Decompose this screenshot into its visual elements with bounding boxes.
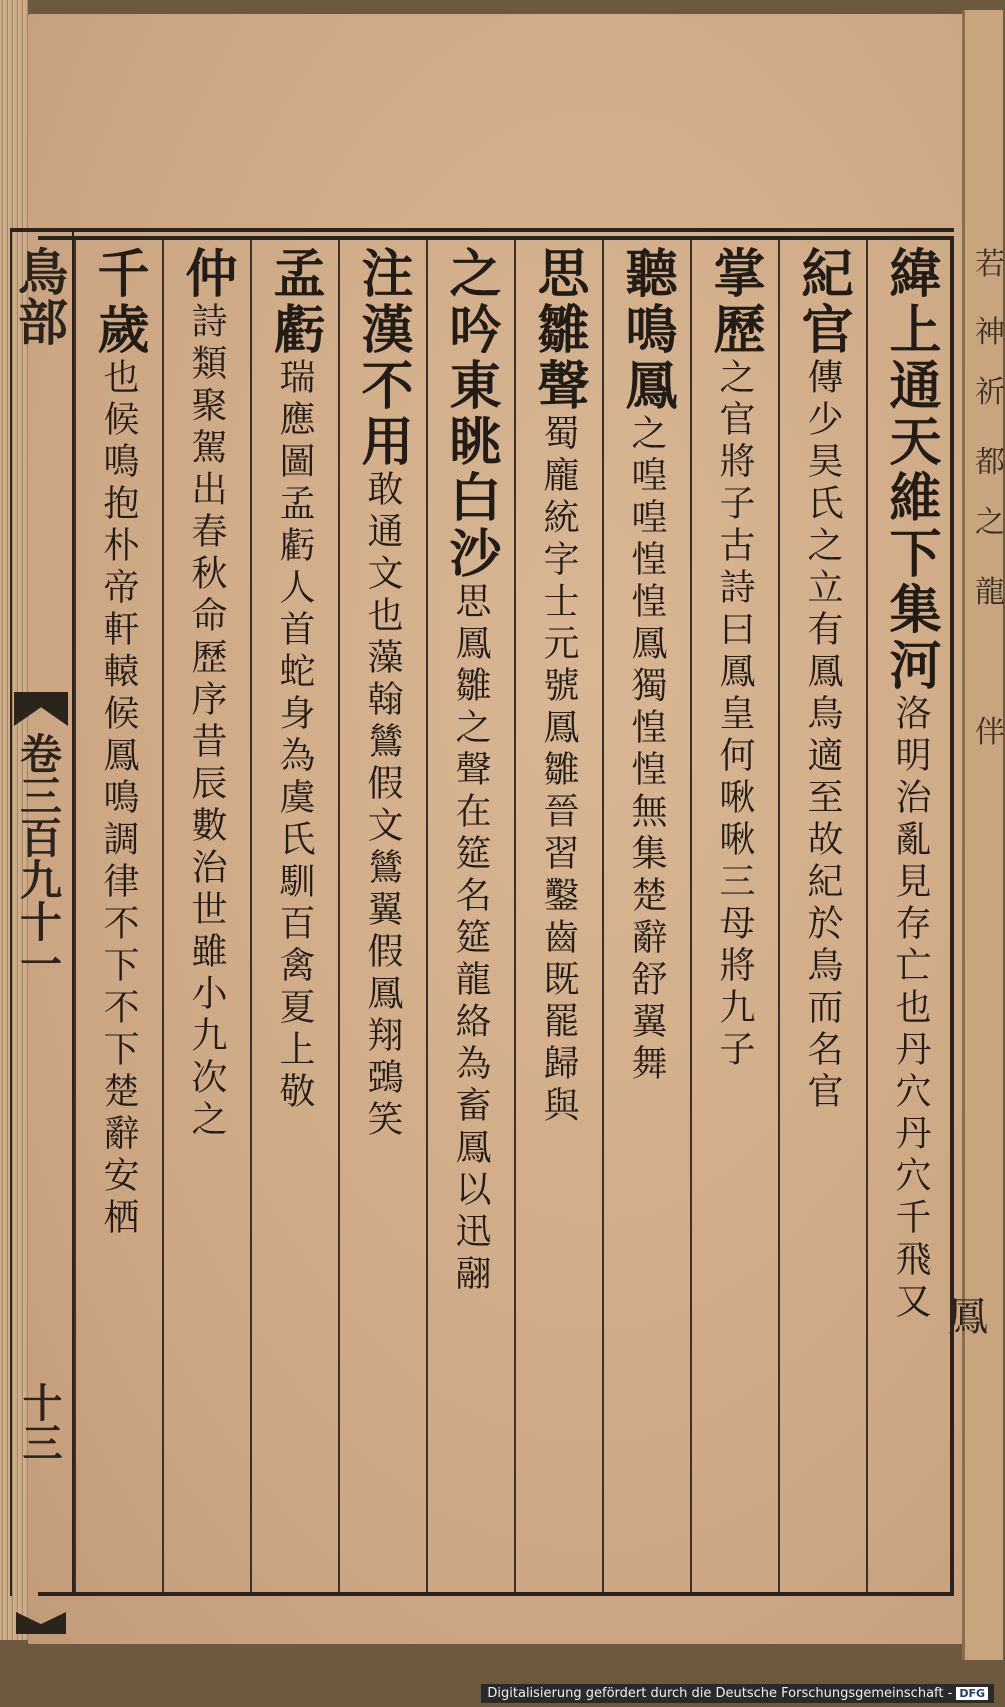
column-text <box>692 246 778 1072</box>
fishtail-mark-upper <box>14 692 68 726</box>
text-column <box>162 240 250 1592</box>
column-text <box>780 246 866 1114</box>
banxin-spine-margin <box>10 232 74 1596</box>
column-text <box>516 246 602 1128</box>
text-column <box>778 240 866 1592</box>
facing-page-char: 伴 <box>975 715 1005 750</box>
facing-page-char: 之 <box>975 505 1005 540</box>
commentary-text: 敢通文也藻翰鷥假文鷥翼假鳳翔鵶笑 <box>362 470 403 1142</box>
headword-text: 注漢不用 <box>352 246 413 470</box>
commentary-text: 思鳳雛之聲在筵名筵龍絡為畜鳳以迅翮 <box>450 582 491 1296</box>
headword-text: 紀官 <box>792 246 853 358</box>
headword-text: 緯上通天維下集河 <box>880 246 941 694</box>
headword-text: 掌歷 <box>704 246 765 358</box>
headword-text: 仲 <box>176 246 237 302</box>
column-text <box>868 246 954 1324</box>
commentary-text: 之官將子古詩曰鳳皇何啾啾三母將九子 <box>714 358 755 1072</box>
facing-page-char: 龍 <box>975 575 1005 610</box>
text-column <box>74 240 162 1592</box>
text-column <box>514 240 602 1592</box>
commentary-text: 詩類聚駕出春秋命歷序昔辰數治世雖小九次之 <box>186 302 227 1142</box>
credit-text: Digitalisierung gefördert durch die Deutsche Forschungsgemeinschaft - <box>487 1686 953 1701</box>
headword-text: 之吟東眺白沙 <box>440 246 501 582</box>
section-title: 鳥部 <box>10 246 69 346</box>
column-text <box>76 246 162 1240</box>
facing-page-edge <box>962 10 1003 1660</box>
column-text <box>252 246 338 1114</box>
facing-page-char: 神 <box>975 315 1005 350</box>
commentary-text: 瑞應圖孟虧人首蛇身為虞氏馴百禽夏上敬 <box>274 358 315 1114</box>
frame-top-rule <box>10 228 954 232</box>
text-column <box>426 240 514 1592</box>
digitization-credit <box>481 1684 994 1703</box>
commentary-text: 洛明治亂見存亡也丹穴丹穴千飛又 <box>890 694 931 1324</box>
text-column <box>250 240 338 1592</box>
text-column <box>690 240 778 1592</box>
commentary-text: 傳少昊氏之立有鳳鳥適至故紀於鳥而名官 <box>802 358 843 1114</box>
commentary-text: 之喤喤惶惶鳳獨惶惶無集楚辭舒翼舞 <box>626 414 667 1086</box>
dfg-logo: DFG <box>956 1687 988 1700</box>
page-number: 十三 <box>16 1382 63 1462</box>
column-text <box>340 246 426 1142</box>
volume-label: 卷三百九十一 <box>14 732 63 984</box>
column-text <box>604 246 690 1086</box>
commentary-text: 蜀龐統字士元號鳳雛晉習鑿齒既罷歸與 <box>538 414 579 1128</box>
facing-page-char: 祈 <box>975 375 1005 410</box>
column-text <box>164 246 250 1142</box>
facing-page-char: 都 <box>975 445 1005 480</box>
text-column <box>338 240 426 1592</box>
text-column <box>866 240 954 1592</box>
headword-text: 聽鳴鳳 <box>616 246 677 414</box>
radical-label: 鳳 <box>948 1294 988 1340</box>
column-text <box>428 246 514 1296</box>
facing-page-char: 若 <box>975 247 1005 282</box>
headword-text: 千歲 <box>88 246 149 358</box>
headword-text: 孟虧 <box>264 246 325 358</box>
headword-text: 思雛聲 <box>528 246 589 414</box>
commentary-text: 也候鳴抱朴帝軒轅候鳳鳴調律不下不下楚辭安栖 <box>98 358 139 1240</box>
text-column <box>602 240 690 1592</box>
